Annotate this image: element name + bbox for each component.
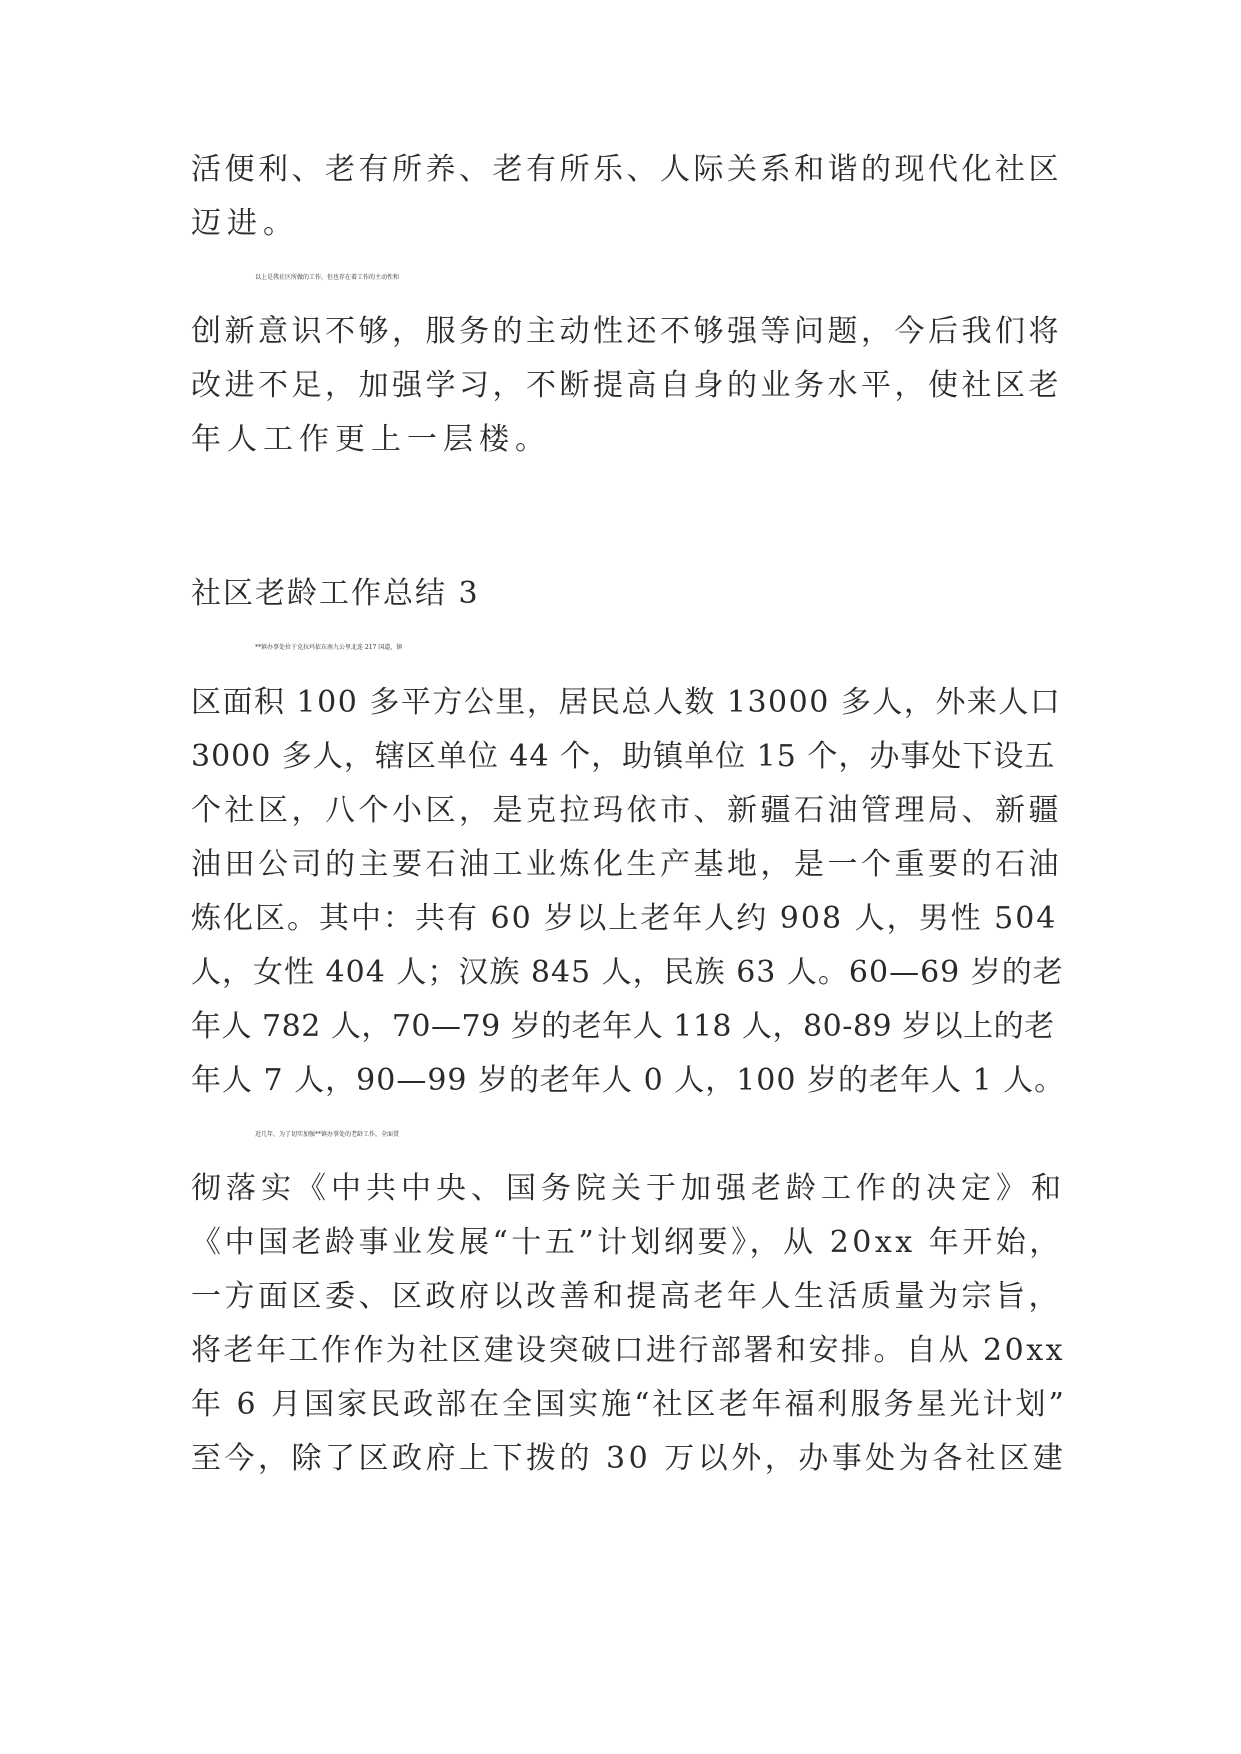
text-line: 改进不足，加强学习，不断提高自身的业务水平，使社区老 — [191, 368, 1062, 403]
text-line: 彻落实《中共中央、国务院关于加强老龄工作的决定》和 — [191, 1171, 1066, 1206]
paragraph-start-line: **镇办事处位于克拉玛依东南九公里北连 217 国道，镇 — [255, 644, 403, 651]
text-line: 年人 7 人，90—99 岁的老年人 0 人，100 岁的老年人 1 人。 — [191, 1063, 1066, 1098]
paragraph-start-line: 以上是我社区所做的工作，但也存在着工作的主动性和 — [255, 274, 400, 281]
text-line: 油田公司的主要石油工业炼化生产基地，是一个重要的石油 — [191, 847, 1062, 882]
text-line: 区面积 100 多平方公里，居民总人数 13000 多人，外来人口 — [191, 685, 1062, 720]
section-heading: 社区老龄工作总结 3 — [191, 576, 480, 611]
text-line: 《中国老龄事业发展“十五”计划纲要》，从 20xx 年开始， — [191, 1225, 1063, 1260]
text-line: 将老年工作作为社区建设突破口进行部署和安排。自从 20xx — [191, 1333, 1066, 1368]
text-line: 年人工作更上一层楼。 — [191, 422, 551, 457]
text-line: 个社区，八个小区，是克拉玛依市、新疆石油管理局、新疆 — [191, 793, 1062, 828]
text-line: 3000 多人，辖区单位 44 个，助镇单位 15 个，办事处下设五 — [191, 739, 1056, 774]
text-line: 至今，除了区政府上下拨的 30 万以外，办事处为各社区建 — [191, 1441, 1067, 1476]
text-line: 一方面区委、区政府以改善和提高老年人生活质量为宗旨， — [191, 1279, 1062, 1314]
text-line: 年人 782 人，70—79 岁的老年人 118 人，80-89 岁以上的老 — [191, 1009, 1055, 1044]
text-line: 迈进。 — [191, 206, 299, 241]
text-line: 炼化区。其中：共有 60 岁以上老年人约 908 人，男性 504 — [191, 901, 1058, 936]
text-line: 活便利、老有所养、老有所乐、人际关系和谐的现代化社区 — [191, 152, 1062, 187]
text-line: 年 6 月国家民政部在全国实施“社区老年福利服务星光计划” — [191, 1387, 1067, 1422]
text-line: 人，女性 404 人；汉族 845 人，民族 63 人。60—69 岁的老 — [191, 955, 1064, 990]
paragraph-start-line: 近几年，为了切实加强**镇办事处的老龄工作，全面贯 — [255, 1131, 400, 1138]
text-line: 创新意识不够，服务的主动性还不够强等问题，今后我们将 — [191, 314, 1062, 349]
